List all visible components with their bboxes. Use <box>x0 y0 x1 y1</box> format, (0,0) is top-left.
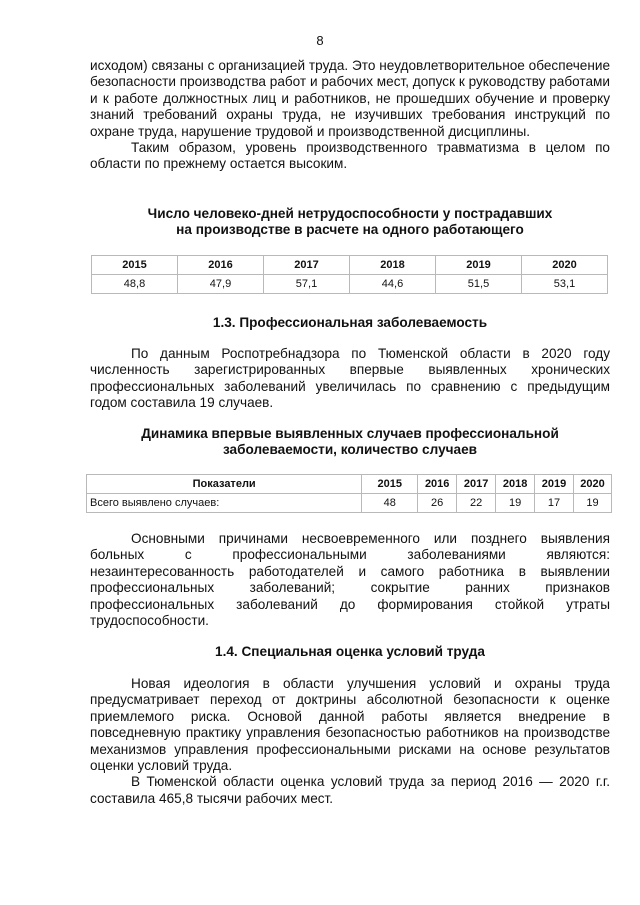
table1-value: 53,1 <box>522 275 608 294</box>
table1-value: 51,5 <box>436 275 522 294</box>
table2-indicator-header: Показатели <box>87 475 362 494</box>
table1-year: 2017 <box>264 256 350 275</box>
table2-value: 48 <box>362 494 418 513</box>
table2-year: 2016 <box>418 475 457 494</box>
table1-title-line2: на производстве в расчете на одного работающего <box>176 222 524 238</box>
table1-title-line1: Число человеко-дней нетрудоспособности у пострадавших <box>147 206 553 221</box>
table1-year: 2019 <box>436 256 522 275</box>
table2-value: 17 <box>535 494 574 513</box>
table1-year: 2018 <box>350 256 436 275</box>
table2-title <box>90 426 610 459</box>
table1-title <box>90 206 610 239</box>
table1-value: 48,8 <box>92 275 178 294</box>
occupational-disease-table <box>86 474 612 513</box>
table2-title-line1: Динамика впервые выявленных случаев профессиональной <box>141 426 559 441</box>
table1-value: 47,9 <box>178 275 264 294</box>
table2-year: 2020 <box>574 475 612 494</box>
paragraph-late-detection: Основными причинами несвоевременного или позднего выявления больных с профессиональными заболеваниями являются: незаинтересованность работодателей и самого работника в выявлении профессиональных заболеваний; сокрытие ранних признаков профессиональных заболеваний до формирования стойкой утраты трудоспособности. <box>90 531 610 629</box>
intro-text <box>90 58 610 173</box>
section-1-4-heading: 1.4. Специальная оценка условий труда <box>215 644 485 659</box>
table2-value: 26 <box>418 494 457 513</box>
paragraph-conclusion: Таким образом, уровень производственного травматизма в целом по области по прежнему остается высоким. <box>90 140 610 172</box>
table2-row-label: Всего выявлено случаев: <box>87 494 362 513</box>
table1-value-row <box>92 275 608 294</box>
paragraph-causes: исходом) связаны с организацией труда. Это неудовлетворительное обеспечение безопасности производства работ и рабочих мест, допуск к руководству работами и к работе должностных лиц и работников, не прошедших обучение и проверку знаний требований охраны труда, не изучивших требования инструкций по охране труда, нарушение трудовой и производственной дисциплины. <box>90 58 610 139</box>
table2-title-line2: заболеваемости, количество случаев <box>222 442 478 458</box>
section-1-4-body <box>90 676 610 807</box>
table2-year: 2017 <box>457 475 496 494</box>
table1-year: 2015 <box>92 256 178 275</box>
table1-value: 57,1 <box>264 275 350 294</box>
paragraph-rospotrebnadzor: По данным Роспотребнадзора по Тюменской области в 2020 году численность зарегистрированных впервые выявленных хронических профессиональных заболеваний увеличилась по сравнению с предыдущим годом составила 19 случаев. <box>90 346 610 411</box>
table2-value: 19 <box>496 494 535 513</box>
table1-year: 2016 <box>178 256 264 275</box>
table2-year: 2019 <box>535 475 574 494</box>
table1-year: 2020 <box>522 256 608 275</box>
table2-value: 22 <box>457 494 496 513</box>
section-1-3-heading: 1.3. Профессиональная заболеваемость <box>212 315 488 330</box>
table2-value-row <box>87 494 612 513</box>
table2-value: 19 <box>574 494 612 513</box>
table1-value: 44,6 <box>350 275 436 294</box>
paragraph-risk-ideology: Новая идеология в области улучшения условий и охраны труда предусматривает переход от доктрины абсолютной безопасности к оценке приемлемого риска. Основой данной работы является внедрение в повседневную практику управления безопасностью работников на производстве механизмов управления профессиональными рисками на основе результатов оценки условий труда. <box>90 676 610 774</box>
disability-days-table <box>91 255 608 294</box>
section-1-4 <box>90 644 610 660</box>
paragraph-assessment-total: В Тюменской области оценка условий труда за период 2016 — 2020 г.г. составила 465,8 тысячи рабочих мест. <box>90 774 610 806</box>
table2-header-row <box>87 475 612 494</box>
section-1-3-body <box>90 346 610 412</box>
table2-year: 2018 <box>496 475 535 494</box>
causes-text <box>90 531 610 629</box>
table1-header-row <box>92 256 608 275</box>
page-number: 8 <box>316 33 324 48</box>
table2-year: 2015 <box>362 475 418 494</box>
section-1-3 <box>90 315 610 331</box>
